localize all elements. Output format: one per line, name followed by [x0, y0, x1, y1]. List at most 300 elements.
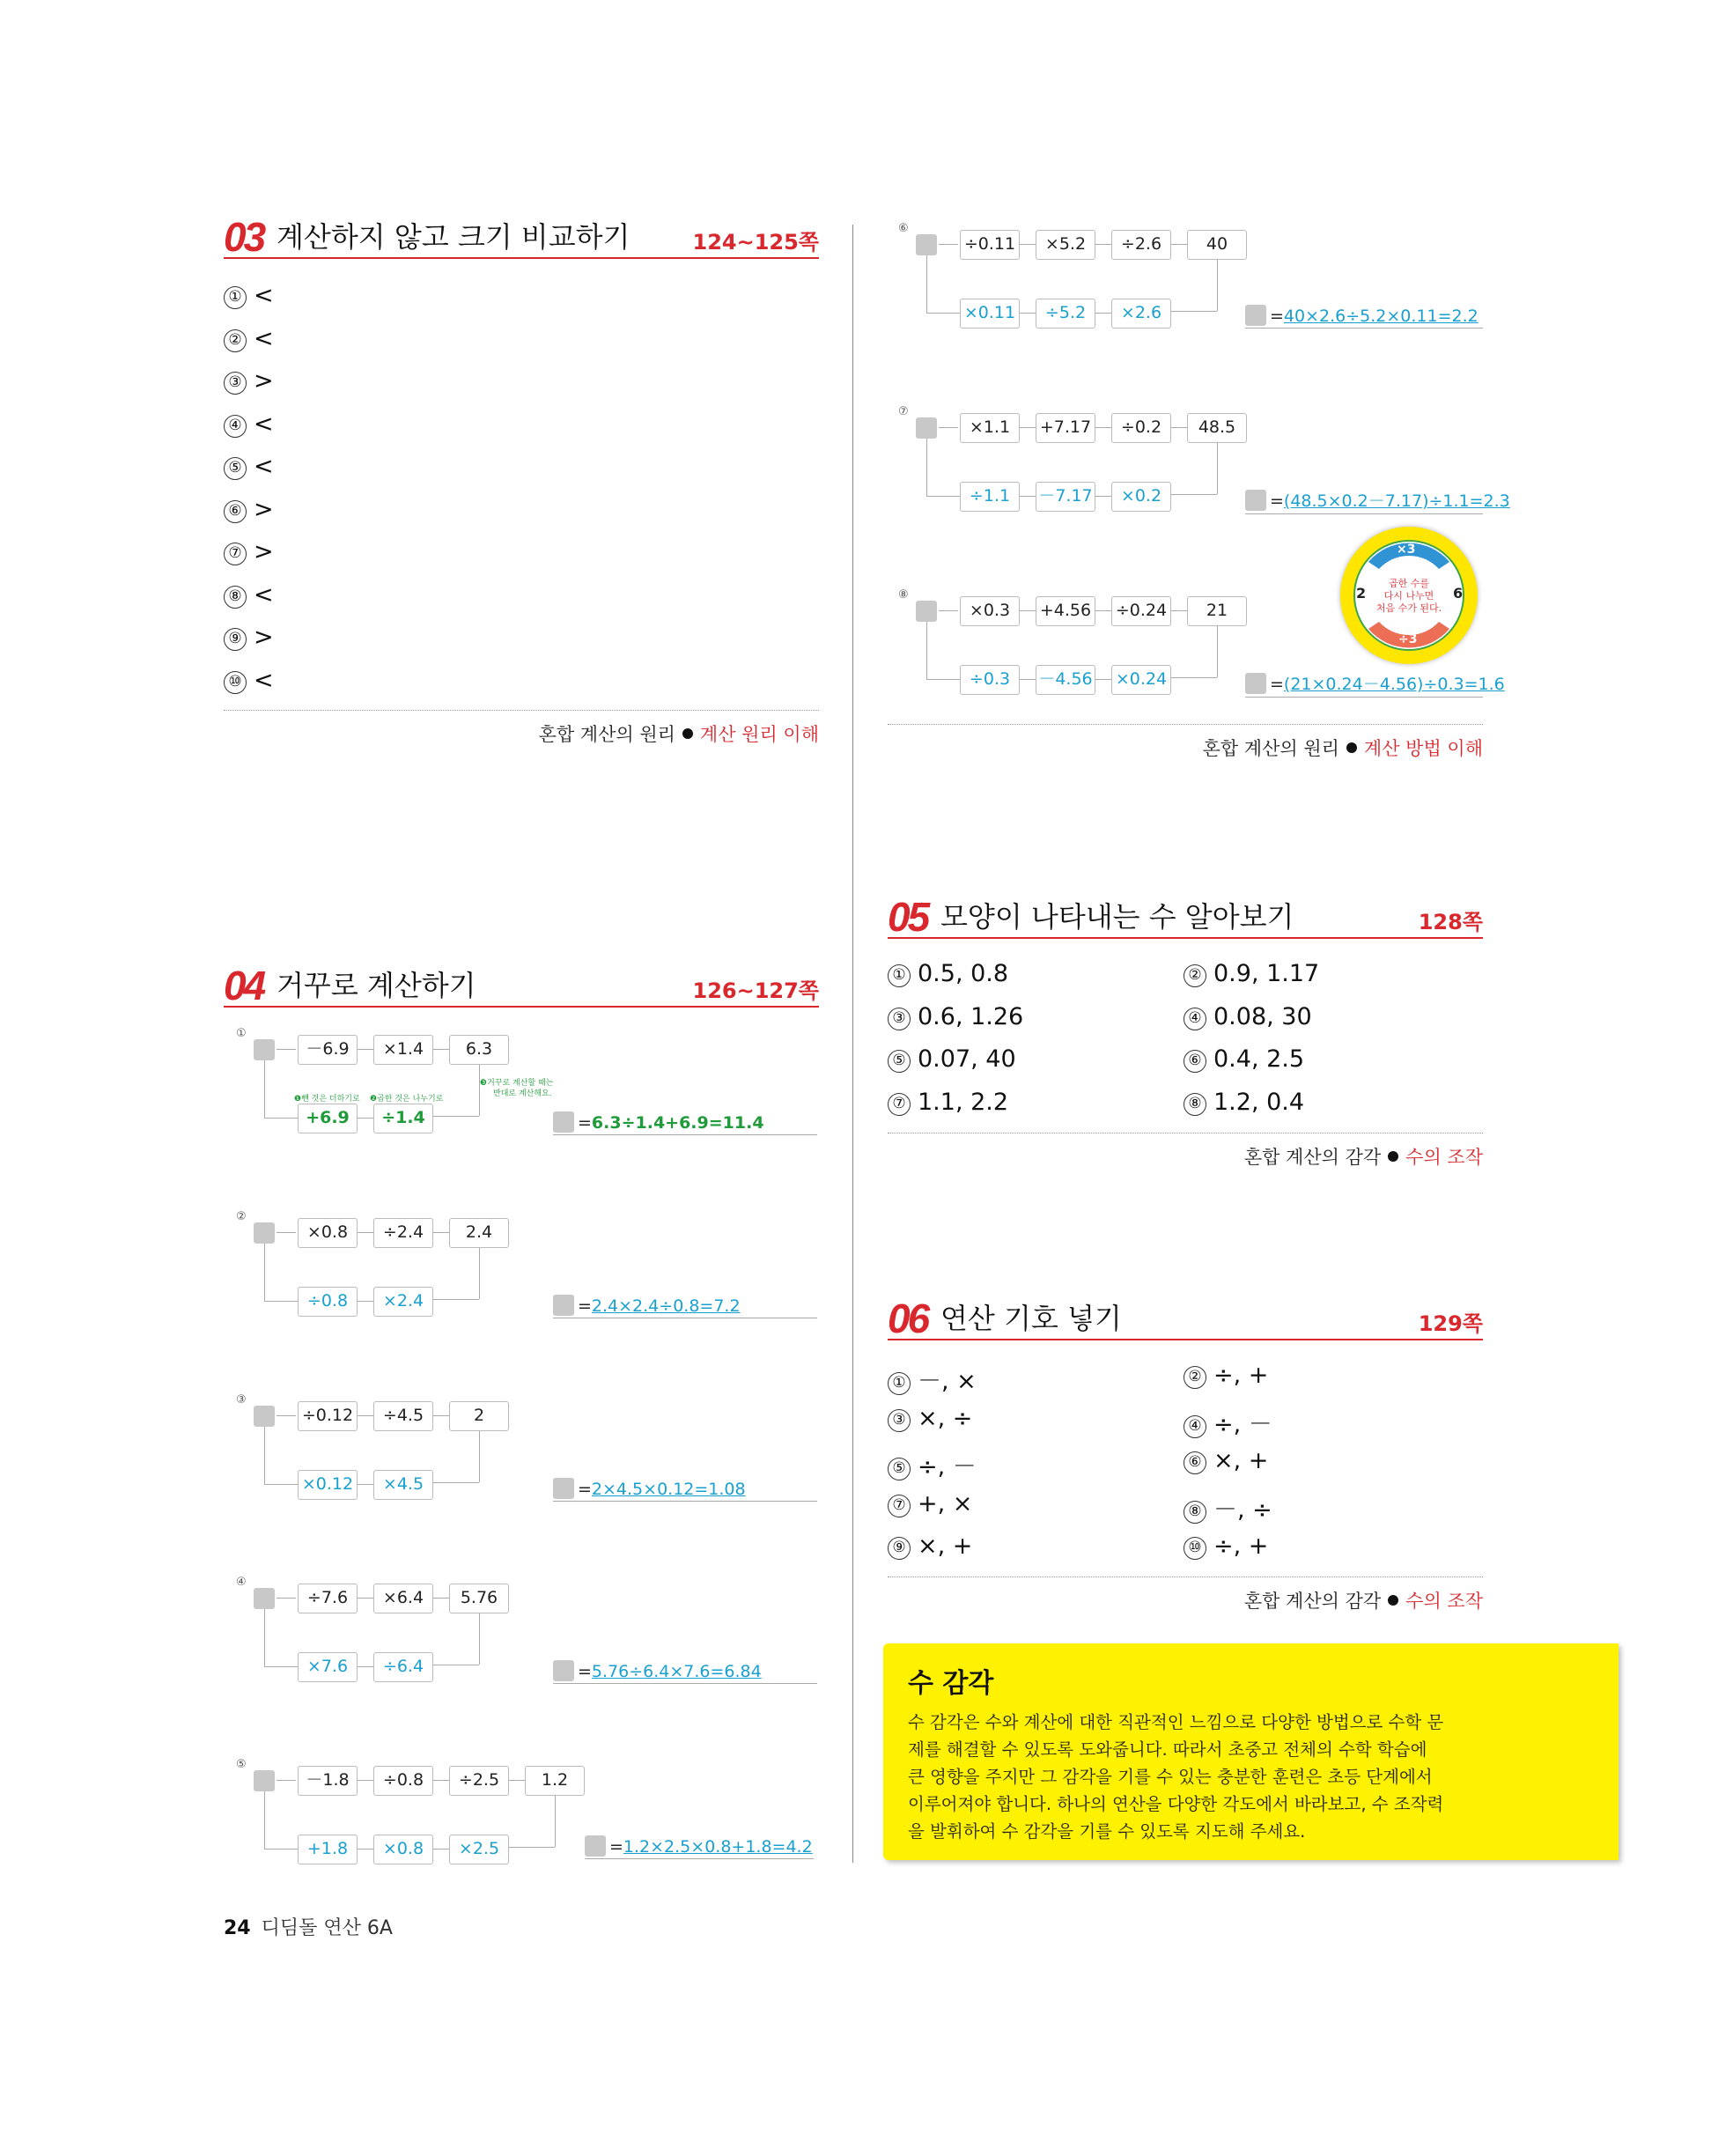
- equals-sign: =: [578, 1480, 592, 1499]
- connector: [264, 1427, 265, 1484]
- arrow-line: [277, 1049, 296, 1050]
- answer-number: ④: [1184, 1008, 1206, 1030]
- tip-line: 수 감각은 수와 계산에 대한 직관적인 느낌으로 다양한 방법으로 수학 문: [908, 1712, 1444, 1732]
- arrow-line: [1095, 427, 1111, 428]
- bullet-icon: [1388, 1151, 1398, 1162]
- inverse-box: ÷6.4: [373, 1652, 433, 1682]
- answer-number: ⑩: [1184, 1537, 1206, 1560]
- arrow-line: [277, 1598, 296, 1599]
- connector: [479, 1065, 480, 1116]
- operation-box: ÷2.5: [449, 1766, 509, 1796]
- arrow-line: [1095, 496, 1111, 497]
- answer-number: ④: [224, 415, 247, 438]
- section-04-footer: [1203, 735, 1483, 761]
- answer-value: ÷, +: [1213, 1362, 1269, 1389]
- arrow-line: [1095, 610, 1111, 611]
- operation-box: －1.8: [298, 1766, 358, 1796]
- section-number: 06: [888, 1296, 928, 1341]
- arrow-line: [433, 1415, 449, 1416]
- inverse-box: ×0.2: [1111, 482, 1171, 512]
- result-line: [1245, 671, 1505, 698]
- answer-value: >: [254, 624, 274, 651]
- arrow-line: [1171, 244, 1187, 245]
- arrow-line: [939, 610, 958, 611]
- connector: [1171, 494, 1217, 495]
- arrow-line: [433, 1232, 449, 1233]
- answer-item: [888, 1003, 1023, 1030]
- connector: [264, 1609, 265, 1666]
- answer-number: ①: [888, 964, 911, 987]
- arrow-line: [1020, 496, 1036, 497]
- tip-line: 을 발휘하여 수 감각을 기를 수 있도록 지도해 주세요.: [908, 1821, 1306, 1842]
- connector: [264, 1118, 298, 1119]
- connector: [479, 1613, 480, 1665]
- answer-item: [888, 1490, 972, 1517]
- blank-square: [553, 1478, 574, 1499]
- blank-square: [254, 1588, 275, 1609]
- answer-item: [888, 1405, 972, 1432]
- arrow-line: [1095, 244, 1111, 245]
- operation-box: ÷2.4: [373, 1218, 433, 1248]
- arrow-line: [509, 1780, 525, 1781]
- equals-sign: =: [1270, 491, 1284, 511]
- arrow-line: [1020, 610, 1036, 611]
- arrow-line: [358, 1049, 373, 1050]
- inverse-box: ×7.6: [298, 1652, 358, 1682]
- answer-number: ⑧: [1184, 1501, 1206, 1524]
- page-footer: [224, 1913, 393, 1940]
- inverse-box: ÷1.1: [960, 482, 1020, 512]
- answer-number: ⑥: [224, 500, 247, 523]
- section-03-footer: [539, 720, 819, 747]
- answer-value: <: [254, 324, 274, 352]
- inverse-box: ×0.11: [960, 299, 1020, 329]
- result-expression: 6.3÷1.4+6.9=11.4: [591, 1113, 764, 1133]
- equals-sign: =: [578, 1296, 592, 1316]
- blank-square: [254, 1770, 275, 1791]
- tip-line: 큰 영향을 주지만 그 감각을 기를 수 있는 충분한 훈련은 초등 단계에서: [908, 1767, 1433, 1787]
- answer-number: ①: [224, 286, 247, 309]
- answer-item: [224, 538, 274, 565]
- arrow-line: [358, 1118, 373, 1119]
- answer-number: ⑦: [888, 1093, 911, 1116]
- result-expression: 40×2.6÷5.2×0.11=2.2: [1283, 306, 1479, 326]
- answer-number: ⑦: [888, 1495, 911, 1517]
- operation-box: 40: [1187, 230, 1247, 260]
- connector: [926, 679, 960, 680]
- section-title: 계산하지 않고 크기 비교하기: [277, 220, 631, 254]
- answer-value: <: [254, 410, 274, 438]
- operation-box: ÷7.6: [298, 1584, 358, 1613]
- answer-value: －, ×: [918, 1368, 977, 1395]
- answer-value: ÷, －: [918, 1453, 977, 1480]
- arrow-line: [1020, 313, 1036, 314]
- page-number: 24: [224, 1917, 251, 1939]
- answer-value: <: [254, 282, 274, 309]
- operation-box: ×1.4: [373, 1035, 433, 1065]
- sticker-line3: 처음 수가 된다.: [1375, 602, 1442, 614]
- connector: [926, 255, 927, 313]
- connector: [1171, 311, 1217, 312]
- answer-value: 0.08, 30: [1213, 1002, 1312, 1030]
- result-expression: 2.4×2.4÷0.8=7.2: [591, 1296, 741, 1316]
- arrow-line: [358, 1484, 373, 1485]
- divider: [224, 710, 819, 711]
- connector: [264, 1666, 298, 1667]
- footer-category: 혼합 계산의 감각: [1243, 1591, 1382, 1612]
- sticker-left: 2: [1356, 585, 1367, 602]
- sticker-right: 6: [1453, 585, 1464, 602]
- connector: [433, 1299, 479, 1300]
- operation-box: ×0.3: [960, 596, 1020, 626]
- blank-square: [553, 1660, 574, 1681]
- answer-number: ④: [1184, 1415, 1206, 1438]
- connector: [479, 1248, 480, 1299]
- flow-label: ⑤: [236, 1758, 247, 1771]
- operation-box: ÷0.8: [373, 1766, 433, 1796]
- answer-item: [888, 1532, 972, 1560]
- answer-item: [224, 453, 274, 480]
- section-06-footer: [1244, 1587, 1483, 1613]
- connector: [264, 1791, 265, 1849]
- result-line: [585, 1835, 814, 1859]
- connector: [264, 1849, 298, 1850]
- answer-value: 1.1, 2.2: [918, 1088, 1009, 1116]
- equals-sign: =: [1270, 675, 1284, 694]
- arrow-line: [358, 1301, 373, 1302]
- blank-square: [553, 1111, 574, 1133]
- answer-item: [1184, 960, 1319, 987]
- answer-item: [1184, 1089, 1304, 1116]
- section-pages: 128쪽: [1418, 910, 1483, 934]
- arrow-line: [358, 1780, 373, 1781]
- inverse-box: ÷5.2: [1036, 299, 1095, 329]
- answer-value: >: [254, 367, 274, 395]
- result-expression: 1.2×2.5×0.8+1.8=4.2: [623, 1837, 813, 1857]
- flow-diagram: [236, 1576, 623, 1729]
- answer-value: 0.4, 2.5: [1213, 1045, 1305, 1073]
- result-line: [553, 1111, 817, 1135]
- answer-item: [1184, 1490, 1272, 1525]
- result-line: [553, 1660, 817, 1684]
- answer-value: 0.07, 40: [918, 1045, 1016, 1073]
- flow-label: ④: [236, 1576, 247, 1589]
- section-05-header: [888, 894, 1483, 940]
- tip-body: [908, 1709, 1594, 1845]
- connector: [264, 1484, 298, 1485]
- arrow-line: [277, 1232, 296, 1233]
- flow-label: ⑧: [898, 588, 909, 602]
- operation-box: 21: [1187, 596, 1247, 626]
- answer-value: <: [254, 580, 274, 609]
- blank-square: [254, 1406, 275, 1427]
- operation-box: ÷0.11: [960, 230, 1020, 260]
- answer-item: [1184, 1447, 1268, 1474]
- answer-number: ⑤: [888, 1458, 911, 1480]
- inverse-box: ÷0.3: [960, 665, 1020, 695]
- answer-value: <: [254, 666, 274, 694]
- flow-label: ⑦: [898, 405, 909, 418]
- tip-sticker: [1340, 527, 1478, 664]
- answer-value: ÷, +: [1213, 1532, 1269, 1560]
- section-pages: 126~127쪽: [692, 978, 819, 1003]
- answer-item: [1184, 1003, 1312, 1030]
- section-title: 거꾸로 계산하기: [277, 969, 476, 1002]
- answer-number: ③: [888, 1409, 911, 1432]
- answer-number: ⑤: [224, 457, 247, 480]
- book-title: 디딤돌 연산 6A: [261, 1917, 393, 1939]
- operation-box: 6.3: [449, 1035, 509, 1065]
- arrow-line: [1171, 427, 1187, 428]
- answer-number: ⑥: [1184, 1050, 1206, 1073]
- answer-item: [224, 282, 274, 309]
- answer-number: ①: [888, 1372, 911, 1395]
- arrow-line: [1020, 679, 1036, 680]
- operation-box: ÷0.24: [1111, 596, 1171, 626]
- section-number: 05: [888, 894, 928, 940]
- result-line: [553, 1478, 817, 1502]
- inverse-box: ×0.8: [373, 1835, 433, 1864]
- answer-item: [1184, 1362, 1268, 1389]
- operation-box: ÷0.12: [298, 1401, 358, 1431]
- flow-diagram: [236, 1210, 623, 1363]
- blank-square: [553, 1295, 574, 1316]
- operation-box: ×6.4: [373, 1584, 433, 1613]
- answer-item: [224, 581, 274, 609]
- sticker-line1: 곱한 수를: [1388, 578, 1429, 589]
- footer-category: 혼합 계산의 원리: [1202, 738, 1339, 759]
- operation-box: 48.5: [1187, 413, 1247, 443]
- answer-number: ⑧: [224, 586, 247, 609]
- operation-box: ÷2.6: [1111, 230, 1171, 260]
- arrow-line: [1095, 679, 1111, 680]
- arrow-line: [1171, 610, 1187, 611]
- operation-box: 2.4: [449, 1218, 509, 1248]
- tip-line: 제를 해결할 수 있도록 도와줍니다. 따라서 초중고 전체의 수학 학습에: [908, 1739, 1427, 1760]
- flow-diagram: [236, 1027, 623, 1180]
- connector: [1217, 260, 1218, 311]
- inverse-box: ×2.4: [373, 1287, 433, 1317]
- result-expression: 2×4.5×0.12=1.08: [591, 1480, 746, 1499]
- flow-label: ⑥: [898, 222, 909, 235]
- answer-number: ⑦: [224, 543, 247, 565]
- bullet-icon: [1346, 742, 1357, 753]
- answer-number: ⑨: [224, 628, 247, 651]
- operation-box: +4.56: [1036, 596, 1095, 626]
- section-05-footer: [1244, 1143, 1483, 1170]
- flow-label: ②: [236, 1210, 247, 1223]
- footer-category: 혼합 계산의 감각: [1243, 1147, 1382, 1168]
- arrow-line: [277, 1415, 296, 1416]
- answer-number: ②: [1184, 964, 1206, 987]
- answer-value: ×, ÷: [918, 1404, 973, 1432]
- sticker-top: ×3: [1397, 543, 1416, 557]
- arrow-line: [358, 1415, 373, 1416]
- connector: [479, 1431, 480, 1482]
- arrow-line: [433, 1780, 449, 1781]
- result-line: [1245, 305, 1483, 329]
- answer-value: ×, +: [1213, 1447, 1269, 1474]
- flow-diagram: [236, 1393, 623, 1547]
- arrow-line: [433, 1598, 449, 1599]
- equals-sign: =: [578, 1113, 592, 1133]
- answer-value: 0.5, 0.8: [918, 960, 1009, 987]
- arrow-line: [939, 244, 958, 245]
- answer-value: >: [254, 538, 274, 565]
- connector: [926, 622, 927, 679]
- tip-title: 수 감각: [908, 1668, 994, 1699]
- number-sense-tip-box: [883, 1643, 1619, 1860]
- answer-number: ②: [1184, 1366, 1206, 1389]
- section-number: 03: [224, 214, 264, 260]
- inverse-box: －4.56: [1036, 665, 1095, 695]
- connector: [1217, 443, 1218, 494]
- inverse-box: ×0.12: [298, 1470, 358, 1500]
- answer-number: ⑤: [888, 1050, 911, 1073]
- connector: [926, 496, 960, 497]
- answer-value: －, ÷: [1213, 1495, 1272, 1524]
- bullet-icon: [682, 728, 693, 739]
- operation-box: 1.2: [525, 1766, 585, 1796]
- inverse-box: +1.8: [298, 1835, 358, 1864]
- section-number: 04: [224, 963, 264, 1008]
- inverse-box: －7.17: [1036, 482, 1095, 512]
- arrow-line: [939, 427, 958, 428]
- column-divider: [852, 225, 853, 1863]
- flow-label: ③: [236, 1393, 247, 1407]
- arrow-line: [358, 1232, 373, 1233]
- flow-diagram: [898, 405, 1286, 558]
- arrow-line: [358, 1598, 373, 1599]
- answer-item: [1184, 1532, 1268, 1560]
- result-expression: (48.5×0.2－7.17)÷1.1=2.3: [1283, 491, 1510, 511]
- inverse-box: ÷1.4: [373, 1104, 433, 1133]
- connector: [1171, 677, 1217, 678]
- answer-number: ②: [224, 329, 247, 352]
- equals-sign: =: [1270, 306, 1284, 326]
- footer-goal: 수의 조작: [1405, 1591, 1483, 1612]
- answer-number: ③: [224, 372, 247, 395]
- answer-number: ⑧: [1184, 1093, 1206, 1116]
- blank-square: [916, 601, 937, 622]
- flow-diagram: [898, 588, 1286, 742]
- result-line: [553, 1295, 817, 1318]
- result-expression: 5.76÷6.4×7.6=6.84: [591, 1662, 762, 1681]
- inverse-box: ÷0.8: [298, 1287, 358, 1317]
- hint-note-1: ❶뺀 것은 더하기로: [294, 1095, 360, 1104]
- blank-square: [585, 1835, 606, 1857]
- connector: [433, 1482, 479, 1483]
- arrow-line: [358, 1849, 373, 1850]
- answer-item: [888, 1089, 1008, 1116]
- inverse-box: ×2.6: [1111, 299, 1171, 329]
- operation-box: ×1.1: [960, 413, 1020, 443]
- answer-value: 0.9, 1.17: [1213, 960, 1320, 987]
- operation-box: 5.76: [449, 1584, 509, 1613]
- section-03-header: [224, 214, 819, 260]
- answer-item: [888, 1362, 977, 1396]
- answer-item: [1184, 1405, 1272, 1439]
- connector: [1217, 626, 1218, 677]
- answer-number: ⑩: [224, 671, 247, 694]
- section-title: 모양이 나타내는 수 알아보기: [940, 900, 1294, 934]
- result-expression: (21×0.24－4.56)÷0.3=1.6: [1283, 675, 1505, 694]
- sticker-line2: 다시 나누면: [1383, 590, 1434, 602]
- section-pages: 129쪽: [1418, 1311, 1483, 1336]
- arrow-line: [433, 1049, 449, 1050]
- answer-value: ÷, －: [1213, 1410, 1272, 1438]
- divider: [888, 1576, 1483, 1577]
- answer-value: >: [254, 495, 274, 523]
- equals-sign: =: [609, 1837, 623, 1857]
- answer-item: [224, 496, 274, 523]
- section-06-header: [888, 1296, 1483, 1341]
- answer-item: [1184, 1045, 1304, 1073]
- section-04-header: [224, 963, 819, 1008]
- answer-item: [224, 367, 274, 395]
- arrow-line: [1095, 313, 1111, 314]
- answer-item: [888, 1447, 977, 1481]
- connector: [555, 1796, 556, 1847]
- answer-value: ×, +: [918, 1532, 973, 1560]
- section-title: 연산 기호 넣기: [940, 1302, 1122, 1335]
- sticker-bottom: ÷3: [1398, 632, 1418, 646]
- hint-note-3a: ❸거꾸로 계산할 때는: [480, 1079, 554, 1088]
- equals-sign: =: [578, 1662, 592, 1681]
- connector: [926, 439, 927, 496]
- section-pages: 124~125쪽: [692, 230, 819, 255]
- answer-number: ⑥: [1184, 1451, 1206, 1474]
- connector: [926, 313, 960, 314]
- answer-value: <: [254, 453, 274, 480]
- footer-category: 혼합 계산의 원리: [538, 724, 675, 745]
- answer-item: [224, 325, 274, 352]
- answer-item: [224, 667, 274, 694]
- operation-box: ÷4.5: [373, 1401, 433, 1431]
- inverse-box: ×0.24: [1111, 665, 1171, 695]
- blank-square: [254, 1039, 275, 1060]
- operation-box: 2: [449, 1401, 509, 1431]
- answer-item: [888, 960, 1008, 987]
- answer-item: [888, 1045, 1016, 1073]
- connector: [264, 1060, 265, 1118]
- blank-square: [916, 417, 937, 439]
- bullet-icon: [1388, 1595, 1398, 1606]
- blank-square: [1245, 490, 1266, 511]
- hint-note-2: ❷곱한 것은 나누기로: [370, 1095, 444, 1104]
- answer-value: 1.2, 0.4: [1213, 1088, 1305, 1116]
- result-line: [1245, 488, 1510, 514]
- arrow-line: [277, 1780, 296, 1781]
- operation-box: ×5.2: [1036, 230, 1095, 260]
- arrow-line: [433, 1849, 449, 1850]
- inverse-box: ×4.5: [373, 1470, 433, 1500]
- arrow-line: [358, 1666, 373, 1667]
- arrow-line: [1020, 244, 1036, 245]
- footer-goal: 계산 원리 이해: [699, 724, 819, 745]
- answer-item: [224, 410, 274, 438]
- inverse-box: ×2.5: [449, 1835, 509, 1864]
- flow-diagram: [898, 222, 1286, 375]
- answer-number: ③: [888, 1008, 911, 1030]
- blank-square: [1245, 673, 1266, 694]
- answer-value: +, ×: [918, 1489, 973, 1517]
- connector: [433, 1116, 479, 1117]
- connector: [264, 1301, 298, 1302]
- blank-square: [916, 234, 937, 255]
- blank-square: [1245, 305, 1266, 326]
- operation-box: －6.9: [298, 1035, 358, 1065]
